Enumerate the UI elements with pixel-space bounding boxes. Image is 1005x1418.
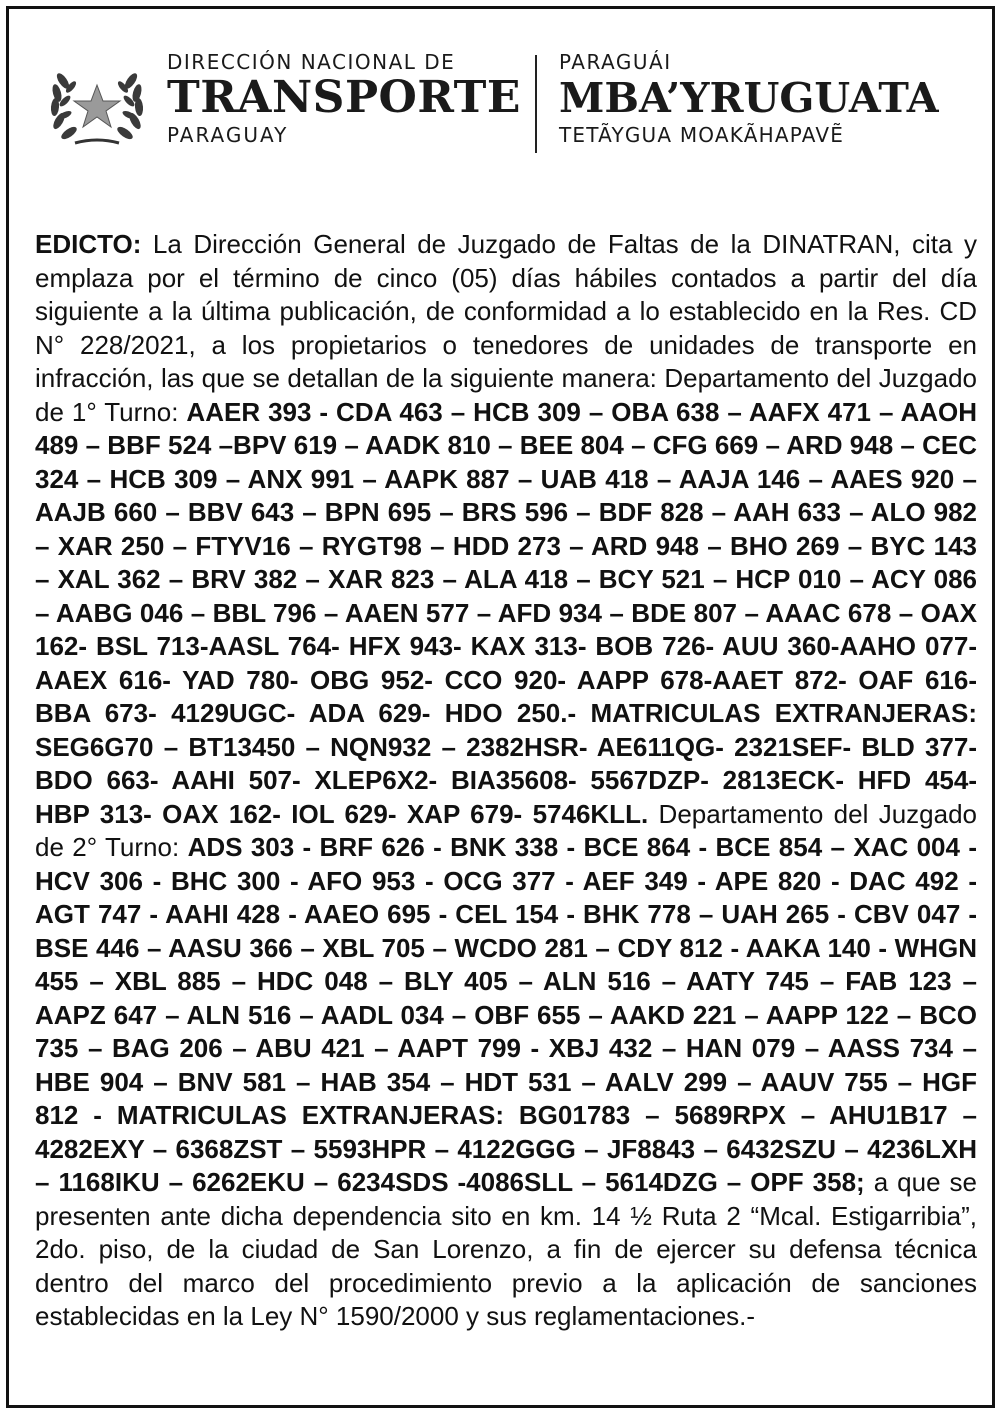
org-line-1: DIRECCIÓN NACIONAL DE (167, 50, 456, 74)
edict-mid: Departamento del Juzgado de 2° Turno: (35, 798, 977, 862)
org-gn-line-1: PARAGUÁI (559, 50, 672, 74)
plates-turno-1: AAER 393 - CDA 463 – HCB 309 – OBA 638 – AAFX 471 – AAOH 489 – BBF 524 –BPV 619 – AADK 810 – BEE 804 – CFG 669 – ARD 948 – CEC 324 – HCB 309 – ANX 991 – AAPK 887 – UAB 418 – AAJA 146 – AAES 920 – AAJB 660 – BBV 643 – BPN 695 – BRS 596 – BDF 828 – AAH 633 – ALO 982 – XAR 250 – FTYV16 – RYGT98 – HDD 273 – ARD 948 – BHO 269 – BYC 143 – XAL 362 – BRV 382 – XAR 823 – ALA 418 – BCY 521 – HCP 010 – ACY 086 – AABG 046 – BBL 796 – AAEN 577 – AFD 934 – BDE 807 – AAAC 678 – OAX 162- BSL 713-AASL 764- HFX 943- KAX 313- BOB 726- AUU 360-AAHO 077- AAEX 616- YAD 780- OBG 952- CCO 920- AAPP 678-AAET 872- OAF 616- BBA 673- 4129UGC- ADA 629- HDO 250.- MATRICULAS EXTRANJERAS: SEG6G70 – BT13450 – NQN932 – 2382HSR- AE611QG- 2321SEF- BLD 377- BDO 663- AAHI 507- XLEP6X2- BIA35608- 5567DZP- 2813ECK- HFD 454- HBP 313- OAX 162- IOL 629- XAP 679- 5746KLL. (35, 396, 977, 829)
edict-text (35, 228, 977, 1334)
edict-closing: a que se presenten ante dicha dependencia sito en km. 14 ½ Ruta 2 “Mcal. Estigarribia”, 2do. piso, de la ciudad de San Lorenzo, a fin de ejercer su defensa técnica dentro del marco del procedimiento previo a la aplicación de sanciones establecidas en la Ley N° 1590/2000 y sus reglamentaciones.- (35, 1167, 977, 1331)
national-seal-icon (45, 59, 149, 149)
org-name-guarani (559, 49, 979, 149)
edict-label: EDICTO: (35, 229, 142, 259)
org-line-2: TRANSPORTE (167, 72, 521, 123)
org-gn-line-3: TETÃYGUA MOAKÃHAPAVẼ (559, 123, 845, 147)
edict-intro: La Dirección General de Juzgado de Faltas de la DINATRAN, cita y emplaza por el término de cinco (05) días hábiles contados a partir del día siguiente a la última publicación, de conformidad a lo establecido en la Res. CD N° 228/2021, a los propietarios o tenedores de unidades de transporte en infracción, las que se detallan de la siguiente manera: Departamento del Juzgado de 1° Turno: (35, 229, 977, 427)
plates-turno-2: ADS 303 - BRF 626 - BNK 338 - BCE 864 - BCE 854 – XAC 004 - HCV 306 - BHC 300 - AFO 953 - OCG 377 - AEF 349 - APE 820 - DAC 492 - AGT 747 - AAHI 428 - AAEO 695 - CEL 154 - BHK 778 – UAH 265 - CBV 047 - BSE 446 – AASU 366 – XBL 705 – WCDO 281 – CDY 812 - AAKA 140 - WHGN 455 – XBL 885 – HDC 048 – BLY 405 – ALN 516 – AATY 745 – FAB 123 – AAPZ 647 – ALN 516 – AADL 034 – OBF 655 – AAKD 221 – AAPP 122 – BCO 735 – BAG 206 – ABU 421 – AAPT 799 - XBJ 432 – HAN 079 – AASS 734 – HBE 904 – BNV 581 – HAB 354 – HDT 531 – AALV 299 – AAUV 755 – HGF 812 - MATRICULAS EXTRANJERAS: BG01783 – 5689RPX – AHU1B17 – 4282EXY – 6368ZST – 5593HPR – 4122GGG – JF8843 – 6432SZU – 4236LXH – 1168IKU – 6262EKU – 6234SDS -4086SLL – 5614DZG – OPF 358; (35, 832, 977, 1197)
org-name-spanish (167, 49, 537, 149)
notice-frame (6, 6, 995, 1408)
header-divider (535, 55, 537, 153)
org-gn-line-2: MBA’YRUGUATA (559, 74, 939, 122)
notice-header (39, 47, 979, 162)
org-line-3: PARAGUAY (167, 123, 289, 147)
